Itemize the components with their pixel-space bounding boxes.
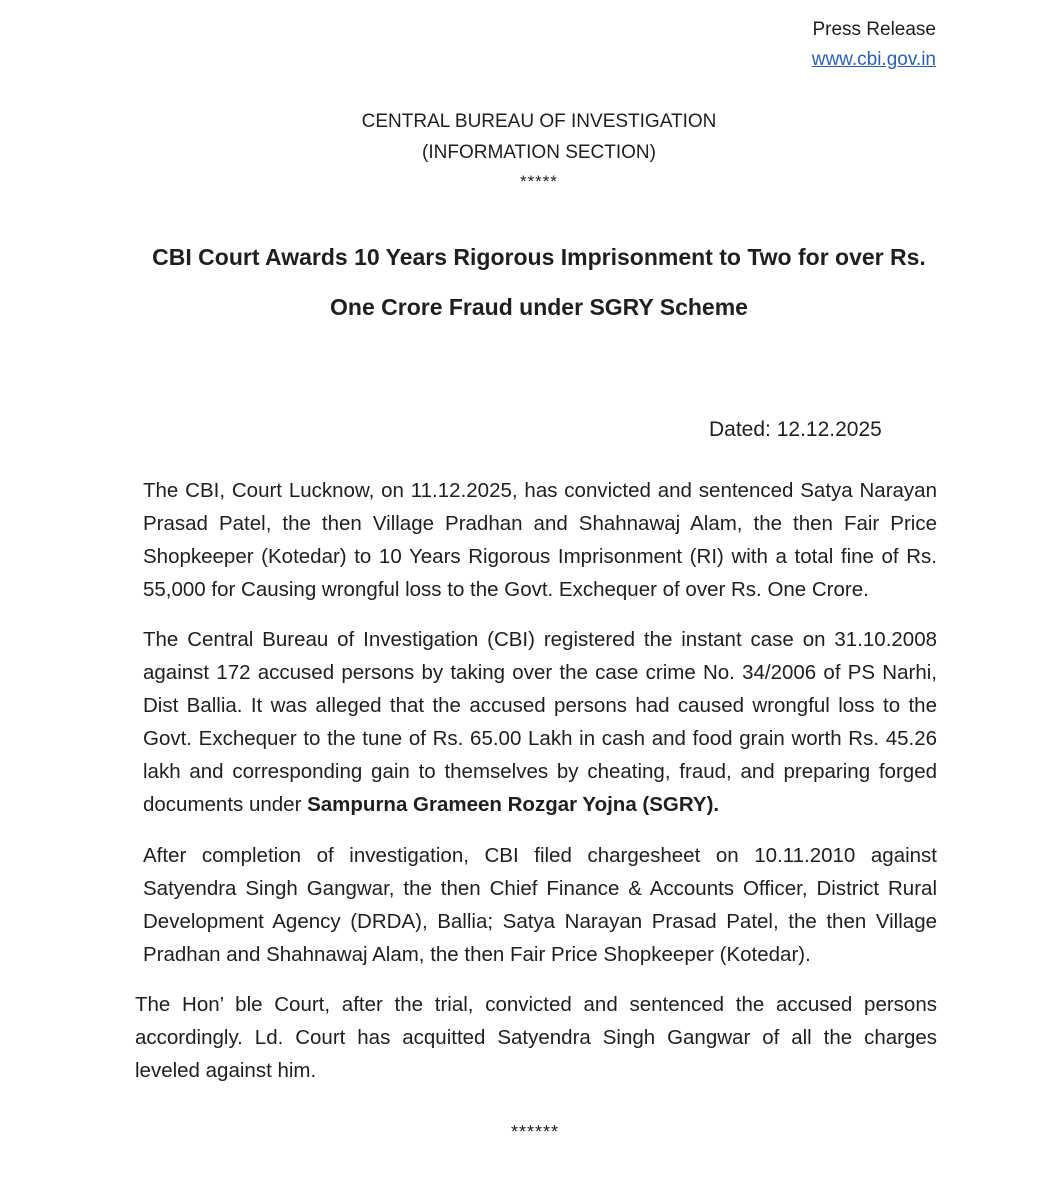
paragraph-conviction: The CBI, Court Lucknow, on 11.12.2025, has convicted and sentenced Satya Narayan Prasad Patel, the then Village Pradhan and Shahnawaj Alam, the then Fair Price Shopkeeper (Kotedar) to 10 Years Rigorous Imprisonment (RI) with a total fine of Rs. 55,000 for Causing wrongful loss to the Govt. Exchequer of over Rs. One Crore. bbox=[143, 479, 937, 601]
paragraph-case-registration bbox=[143, 623, 937, 821]
organization-name: CENTRAL BUREAU OF INVESTIGATION bbox=[361, 111, 717, 132]
paragraph-chargesheet: After completion of investigation, CBI filed chargesheet on 10.11.2010 against Satyendra Singh Gangwar, the then Chief Finance & Accounts Officer, District Rural Development Agency (DRDA), Ballia; Satya Narayan Prasad Patel, the then Village Pradhan and Shahnawaj Alam, the then Fair Price Shopkeeper (Kotedar). bbox=[143, 844, 937, 966]
paragraph-case-registration-text: The Central Bureau of Investigation (CBI) registered the instant case on 31.10.2008 against 172 accused persons by taking over the case crime No. 34/2006 of PS Narhi, Dist Ballia. It was alleged that the accused persons had caused wrongful loss to the Govt. Exchequer to the tune of Rs. 65.00 Lakh in cash and food grain worth Rs. 45.26 lakh and corresponding gain to themselves by cheating, fraud, and preparing forged documents under bbox=[143, 628, 937, 816]
organization-section: (INFORMATION SECTION) bbox=[422, 142, 656, 163]
press-release-label: Press Release bbox=[812, 19, 936, 40]
release-date: Dated: 12.12.2025 bbox=[709, 418, 882, 441]
paragraph-verdict: The Hon’ ble Court, after the trial, convicted and sentenced the accused persons accordingly. Ld. Court has acquitted Satyendra Singh Gangwar of all the charges leveled against him. bbox=[135, 993, 937, 1082]
scheme-name: Sampurna Grameen Rozgar Yojna (SGRY). bbox=[307, 793, 720, 816]
headline: CBI Court Awards 10 Years Rigorous Imprisonment to Two for over Rs. One Crore Fraud under SGRY Scheme bbox=[152, 244, 926, 320]
header-separator: ***** bbox=[519, 172, 559, 191]
website-link[interactable]: www.cbi.gov.in bbox=[811, 49, 936, 70]
end-separator: ****** bbox=[510, 1122, 560, 1142]
